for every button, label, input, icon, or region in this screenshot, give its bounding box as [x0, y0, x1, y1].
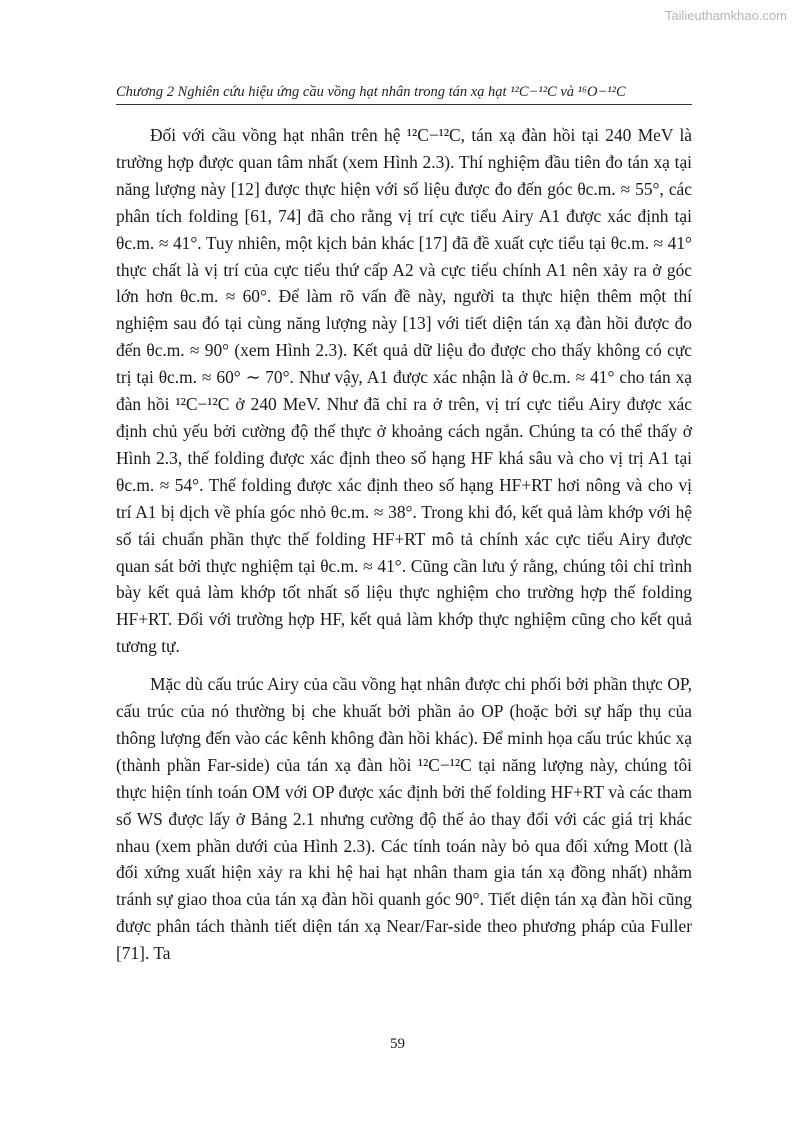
- body-text: [116, 122, 692, 967]
- paragraph-2: Mặc dù cấu trúc Airy của cầu vồng hạt nhân được chi phối bởi phần thực OP, cấu trúc của nó thường bị che khuất bởi phần ảo OP (hoặc bởi sự hấp thụ của thông lượng đến vào các kênh không đàn hồi khác). Để minh họa cấu trúc khúc xạ (thành phần Far-side) của tán xạ đàn hồi ¹²C−¹²C tại năng lượng này, chúng tôi thực hiện tính toán OM với OP được xác định bởi thế folding HF+RT và các tham số WS được lấy ở Bảng 2.1 nhưng cường độ thế ảo thay đổi với các giá trị khác nhau (xem phần dưới của Hình 2.3). Các tính toán này bỏ qua đối xứng Mott (là đối xứng xuất hiện xảy ra khi hệ hai hạt nhân tham gia tán xạ đồng nhất) nhằm tránh sự giao thoa của tán xạ đàn hồi quanh góc 90°. Tiết diện tán xạ đàn hồi cũng được phân tách thành tiết diện tán xạ Near/Far-side theo phương pháp của Fuller [71]. Ta: [116, 674, 692, 964]
- watermark: Tailieuthamkhao.com: [664, 8, 787, 23]
- running-head: Chương 2 Nghiên cứu hiệu ứng cầu vồng hạt nhân trong tán xạ hạt ¹²C−¹²C và ¹⁶O−¹²C: [116, 84, 626, 100]
- page-number: 59: [390, 1036, 405, 1052]
- header-rule: [116, 104, 692, 105]
- paragraph-1: Đối với cầu vồng hạt nhân trên hệ ¹²C−¹²C, tán xạ đàn hồi tại 240 MeV là trường hợp được quan tâm nhất (xem Hình 2.3). Thí nghiệm đầu tiên đo tán xạ tại năng lượng này [12] được thực hiện với số liệu được đo đến góc θc.m. ≈ 55°, các phân tích folding [61, 74] đã cho rằng vị trí cực tiểu Airy A1 được xác định tại θc.m. ≈ 41°. Tuy nhiên, một kịch bản khác [17] đã đề xuất cực tiểu tại θc.m. ≈ 41° thực chất là vị trí của cực tiểu thứ cấp A2 và cực tiểu chính A1 nên xảy ra ở góc lớn hơn θc.m. ≈ 60°. Để làm rõ vấn đề này, người ta thực hiện thêm một thí nghiệm sau đó tại cùng năng lượng này [13] với tiết diện tán xạ đàn hồi được đo đến θc.m. ≈ 90° (xem Hình 2.3). Kết quả dữ liệu đo được cho thấy không có cực trị tại θc.m. ≈ 60° ∼ 70°. Như vậy, A1 được xác nhận là ở θc.m. ≈ 41° cho tán xạ đàn hồi ¹²C−¹²C ở 240 MeV. Như đã chỉ ra ở trên, vị trí cực tiểu Airy được xác định chủ yếu bởi cường độ thế thực ở khoảng cách ngắn. Chúng ta có thể thấy ở Hình 2.3, thế folding được xác định theo số hạng HF khá sâu và cho vị trị A1 tại θc.m. ≈ 54°. Thế folding được xác định theo số hạng HF+RT hơi nông và cho vị trí A1 bị dịch về phía góc nhỏ θc.m. ≈ 38°. Trong khi đó, kết quả làm khớp với hệ số tái chuẩn phần thực thế folding HF+RT mô tả chính xác cực tiểu Airy được quan sát bởi thực nghiệm tại θc.m. ≈ 41°. Cũng cần lưu ý rằng, chúng tôi chỉ trình bày kết quả làm khớp tốt nhất số liệu thực nghiệm cho trường hợp thế folding HF+RT. Đối với trường hợp HF, kết quả làm khớp thực nghiệm cũng cho kết quả tương tự.: [116, 125, 692, 657]
